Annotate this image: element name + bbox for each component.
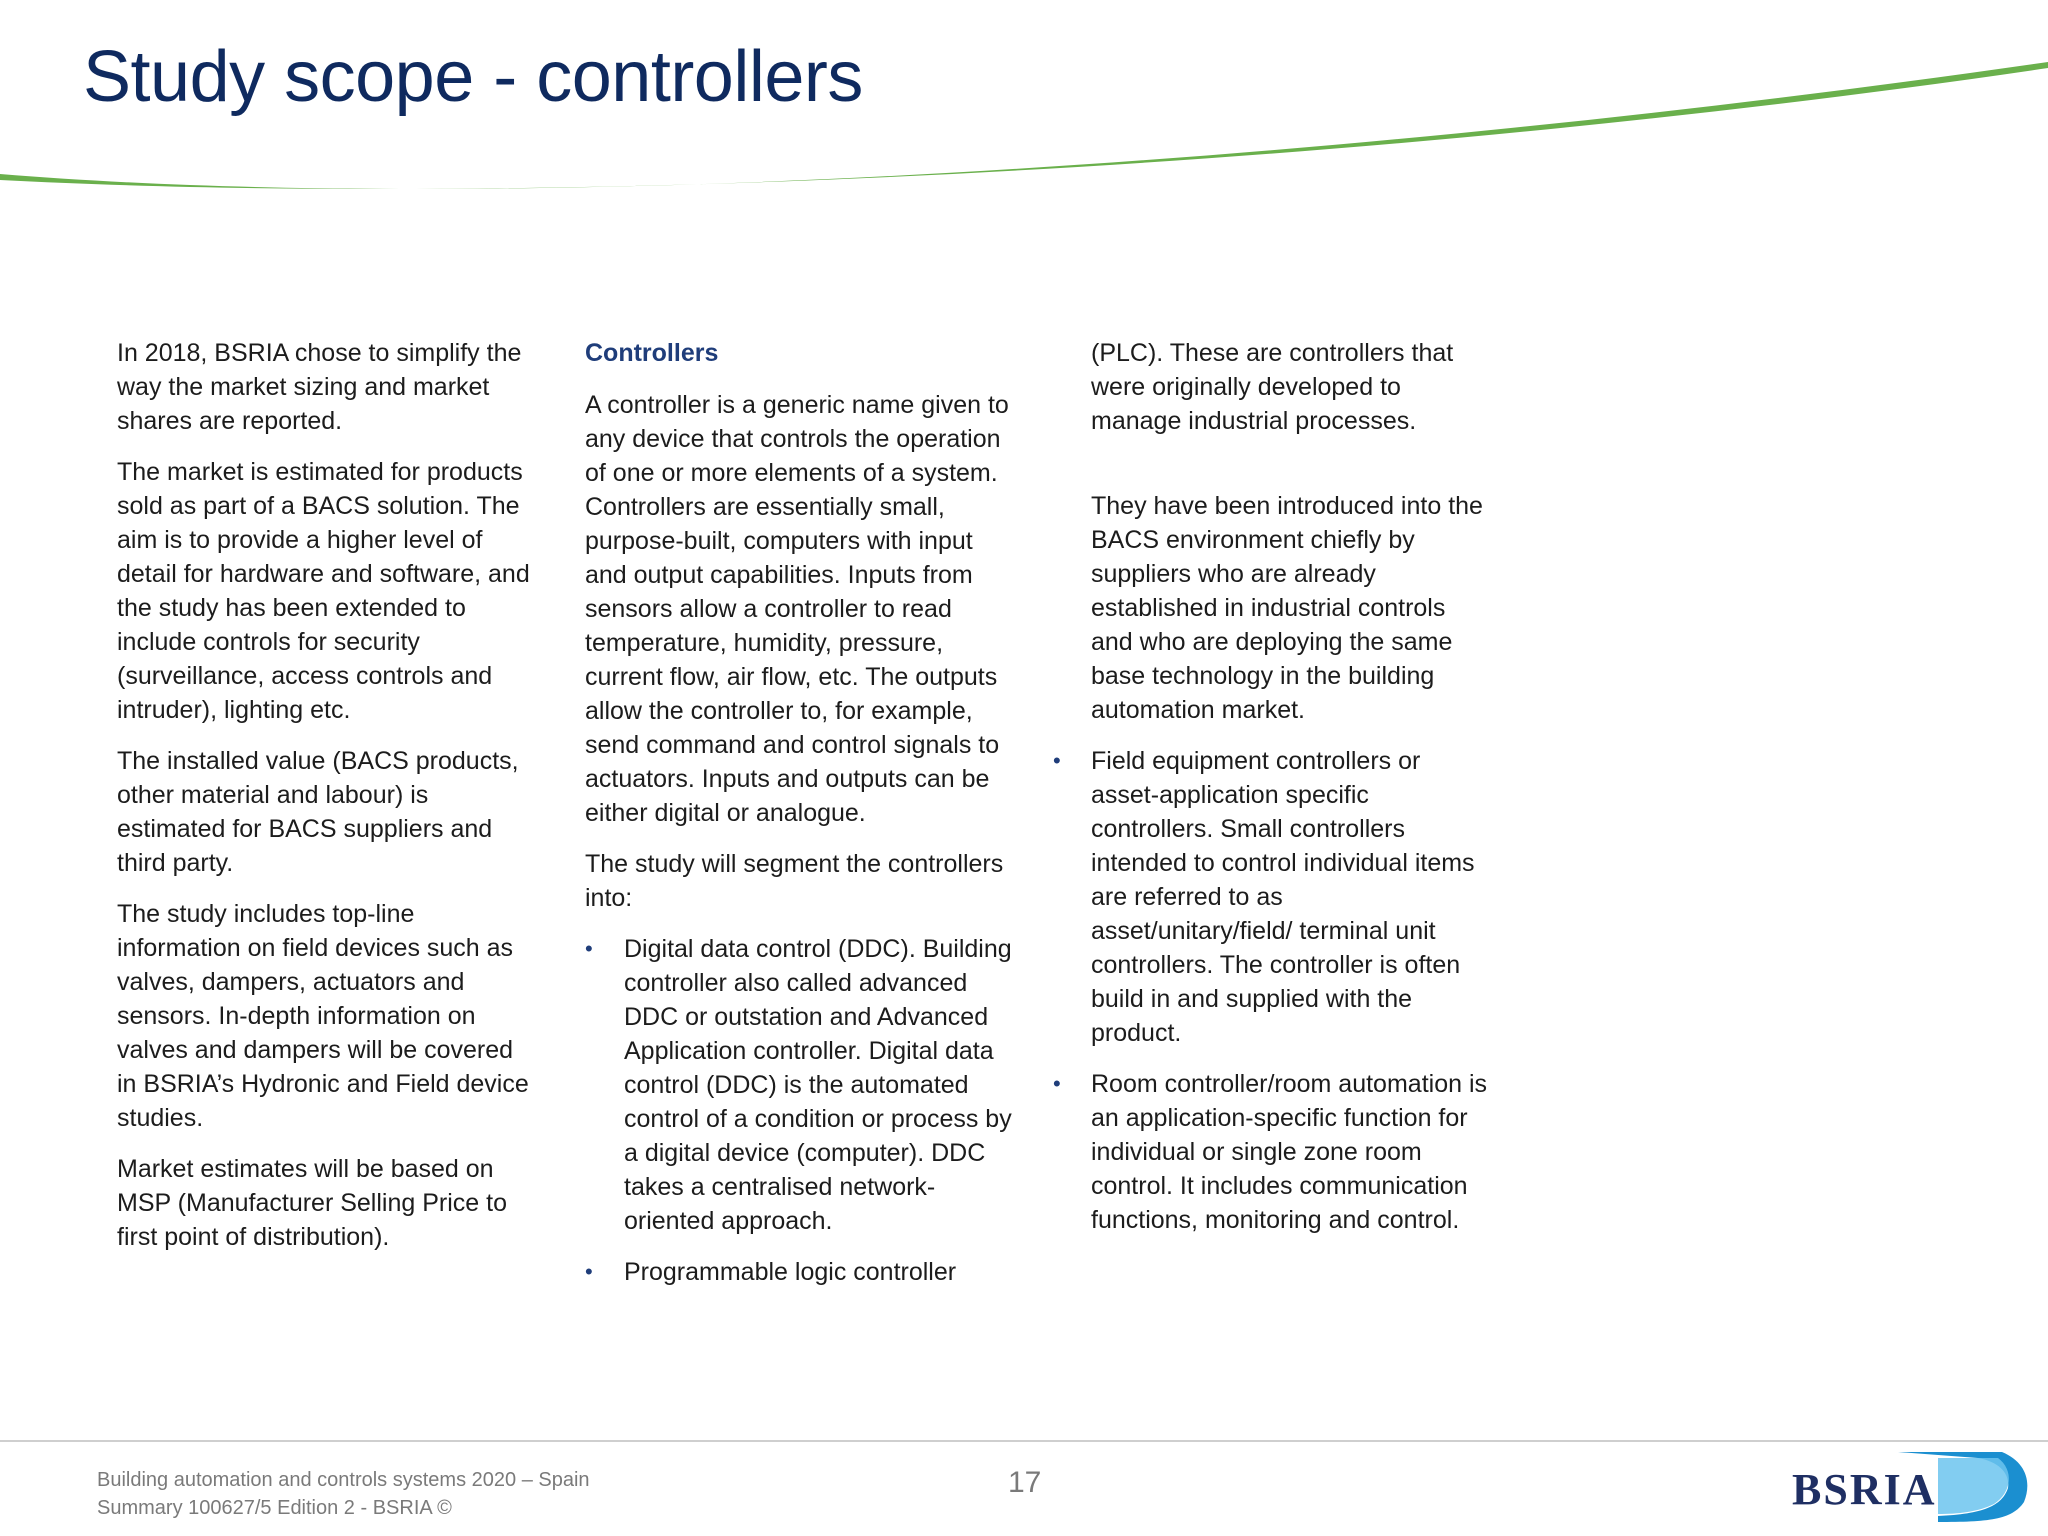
paragraph: Market estimates will be based on MSP (Manufacturer Selling Price to first point of distribution). — [117, 1155, 507, 1251]
paragraph: In 2018, BSRIA chose to simplify the way the market sizing and market shares are reported. — [117, 339, 522, 435]
green-swoosh-divider — [0, 0, 2048, 210]
bsria-logo — [1788, 1448, 2033, 1528]
paragraph: The study will segment the controllers into: — [585, 850, 1004, 912]
list-item — [585, 1255, 1015, 1289]
list-item-text: Programmable logic controller — [624, 1258, 957, 1286]
paragraph: They have been introduced into the BACS environment chiefly by suppliers who are already established in industrial controls and who are deploying the same base technology in the building automation market. — [1091, 492, 1483, 724]
controllers-column — [585, 336, 1015, 1306]
logo-text: BSRIA — [1792, 1465, 1937, 1514]
paragraph: The market is estimated for products sold as part of a BACS solution. The aim is to provide a higher level of detail for hardware and software, and the study has been extended to include controls for security (surveillance, access controls and intruder), lighting etc. — [117, 458, 530, 724]
bullet-icon: • — [585, 1259, 593, 1284]
paragraph: A controller is a generic name given to any device that controls the operation of one or more elements of a system. Controllers are essentially small, purpose-built, computers with input and output capabilities. Inputs from sensors allow a controller to read temperature, humidity, pressure, current flow, air flow, etc. The outputs allow the controller to, for example, send command and control signals to actuators. Inputs and outputs can be either digital or analogue. — [585, 391, 1009, 827]
intro-column — [117, 336, 537, 1271]
list-item — [1053, 744, 1491, 1050]
section-heading: Controllers — [585, 339, 719, 367]
bullet-list — [1053, 744, 1491, 1237]
list-item-text: Room controller/room automation is an application-specific function for individual or single zone room control. It includes communication functions, monitoring and control. — [1091, 1070, 1487, 1234]
footer-caption — [97, 1466, 590, 1522]
bullet-list — [585, 932, 1015, 1289]
paragraph: (PLC). These are controllers that were originally developed to manage industrial processes. — [1091, 339, 1454, 435]
list-item — [1053, 1067, 1491, 1237]
paragraph: The installed value (BACS products, other material and labour) is estimated for BACS suppliers and third party. — [117, 747, 519, 877]
list-item-text: Field equipment controllers or asset-application specific controllers. Small controllers intended to control individual items are referred to as asset/unitary/field/ terminal unit controllers. The controller is often build in and supplied with the product. — [1091, 747, 1475, 1047]
bullet-icon: • — [1053, 1071, 1061, 1096]
bullet-icon: • — [1053, 748, 1061, 773]
footer-divider — [0, 1440, 2048, 1442]
plc-column — [1053, 336, 1491, 1254]
footer-line-1: Building automation and controls systems 2020 – Spain — [97, 1469, 590, 1491]
paragraph: The study includes top-line information on field devices such as valves, dampers, actuators and sensors. In-depth information on valves and dampers will be covered in BSRIA’s Hydronic and Field device studies. — [117, 900, 529, 1132]
page-number: 17 — [1008, 1466, 1042, 1499]
footer-line-2: Summary 100627/5 Edition 2 - BSRIA © — [97, 1497, 452, 1519]
list-item-text: Digital data control (DDC). Building controller also called advanced DDC or outstation and Advanced Application controller. Digital data control (DDC) is the automated control of a condition or process by a digital device (computer). DDC takes a centralised network-oriented approach. — [624, 935, 1012, 1235]
page-title: Study scope - controllers — [83, 37, 863, 117]
spacer — [1091, 455, 1491, 489]
bullet-icon: • — [585, 936, 593, 961]
list-item — [585, 932, 1015, 1238]
